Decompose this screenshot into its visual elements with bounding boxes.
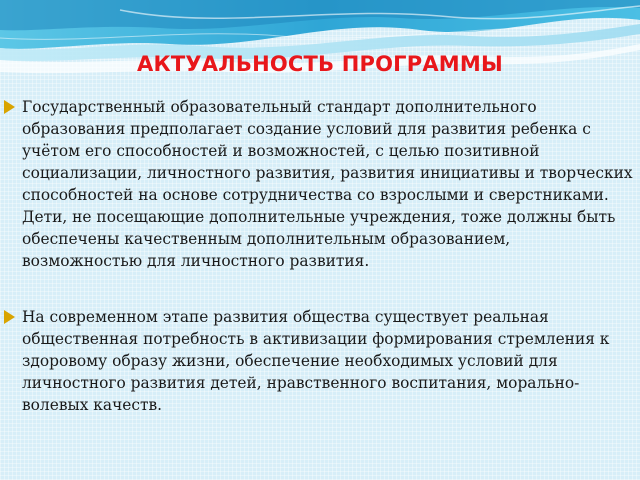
triangle-bullet-icon [4, 100, 15, 114]
bullet-text: Государственный образовательный стандарт дополнительного образования предполагает создание условий для развития ребенка с учётом его способностей и возможностей, с целью позитивной социализации, личностного развития, развития инициативы и творческих способностей на основе сотрудничества со взрослыми и сверстниками. Дети, не посещающие дополнительные учреждения, тоже должны быть обеспечены качественным дополнительным образованием, возможностью для личностного развития. [22, 98, 633, 270]
triangle-bullet-icon [4, 310, 15, 324]
bullet-item [4, 96, 634, 272]
bullet-text: На современном этапе развития общества существует реальная общественная потребность в активизации формирования стремления к здоровому образу жизни, обеспечение необходимых условий для личностного развития детей, нравственного воспитания, морально-волевых качеств. [22, 308, 610, 414]
slide-title: АКТУАЛЬНОСТЬ ПРОГРАММЫ [137, 52, 503, 76]
bullet-item [4, 306, 634, 416]
bullet-list [4, 96, 634, 416]
